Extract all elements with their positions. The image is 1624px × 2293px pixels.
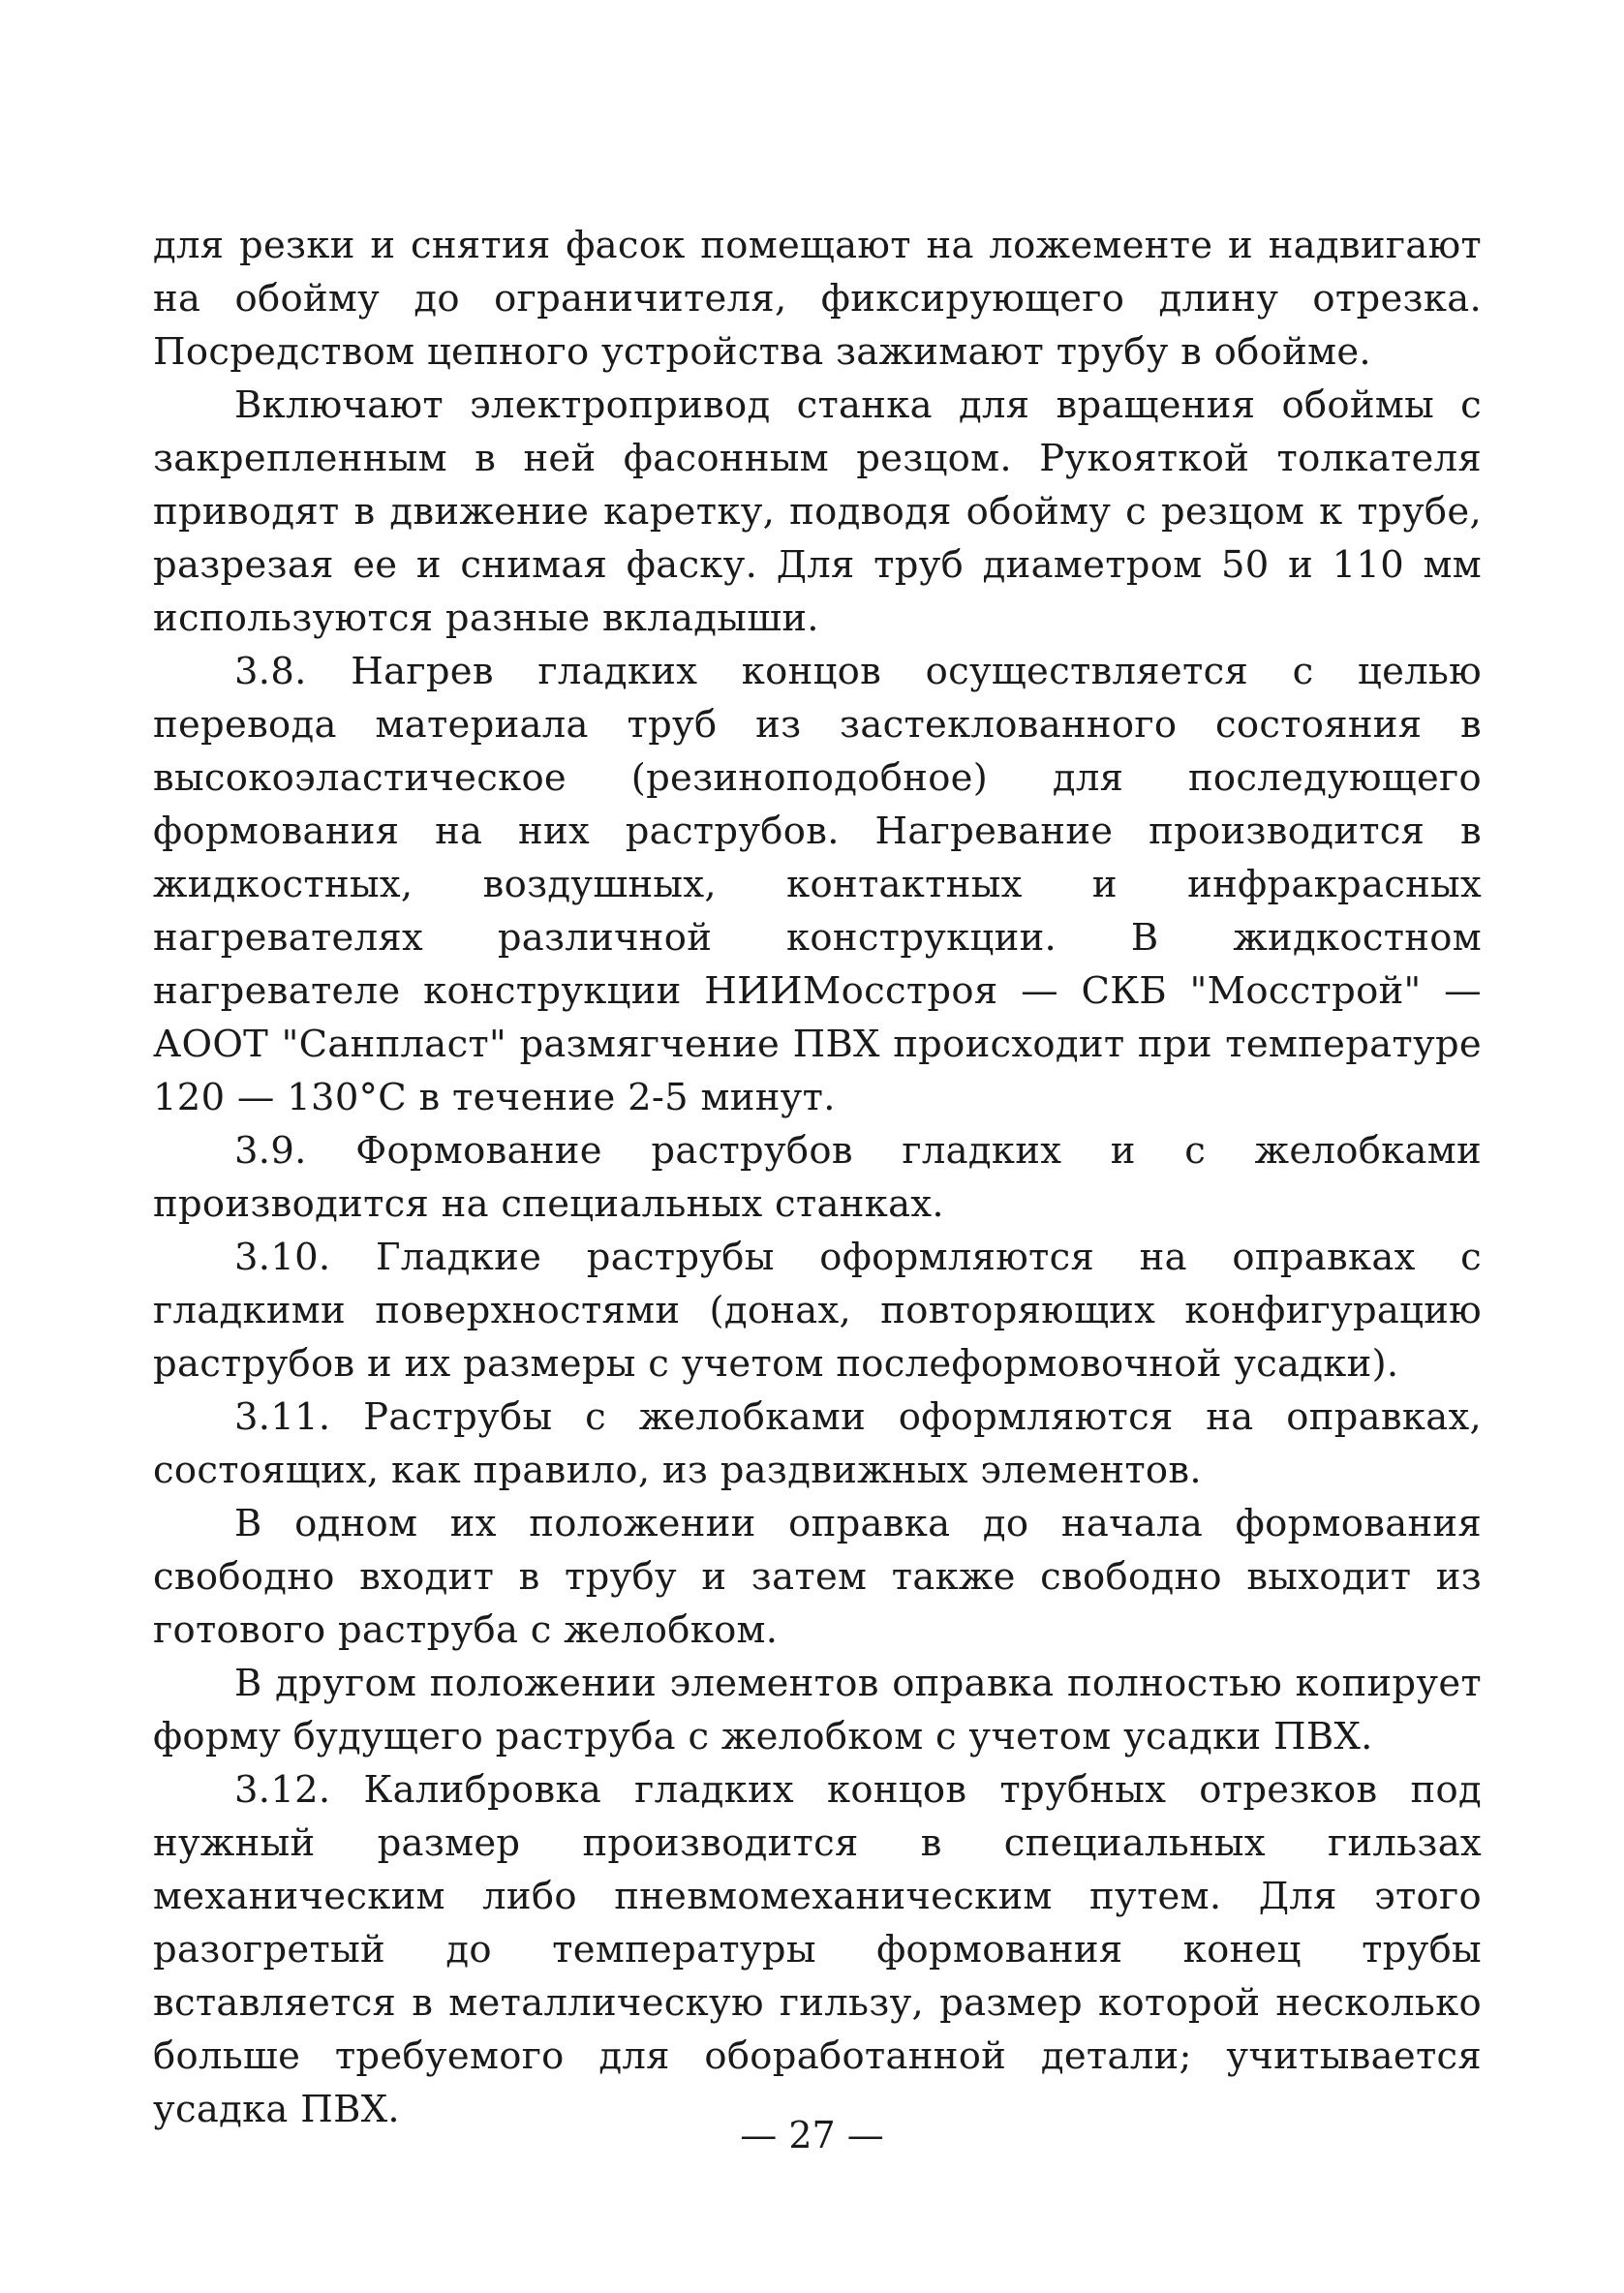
paragraph: Включают электропривод станка для вращения обоймы с закрепленным в ней фасонным резцом. Рукояткой толкателя приводят в движение каретку, подводя обойму с резцом к трубе, разрезая ее и снимая фаску. Для труб диаметром 50 и 110 мм используются разные вкладыши. bbox=[153, 383, 1482, 640]
page-number: — 27 — bbox=[740, 2114, 884, 2156]
paragraph-3-12: 3.12. Калибровка гладких концов трубных отрезков под нужный размер производится в специальных гильзах механическим либо пневмомеханическим путем. Для этого разогретый до температуры формования конец трубы вставляется в металлическую гильзу, размер которой несколько больше требуемого для оборабoтанной детали; учитывается усадка ПВХ. bbox=[153, 1768, 1482, 2131]
document-body bbox=[153, 219, 1482, 2136]
paragraph-3-9: 3.9. Формование раструбов гладких и с желобками производится на специальных станках. bbox=[153, 1129, 1482, 1226]
paragraph: В одном их положении оправка до начала формования свободно входит в трубу и затем также свободно выходит из готового раструба с желобком. bbox=[153, 1502, 1482, 1652]
paragraph-continuation: для резки и снятия фасок помещают на ложементе и надвигают на обойму до ограничителя, фиксирующего длину отрезка. Посредством цепного устройства зажимают трубу в обойме. bbox=[153, 224, 1482, 374]
paragraph-3-8: 3.8. Нагрев гладких концов осуществляется с целью перевода материала труб из застеклованного состояния в высокоэластическое (резиноподобное) для последующего формования на них раструбов. Нагревание производится в жидкостных, воздушных, контактных и инфракрасных нагревателях различной конструкции. В жидкостном нагревателе конструкции НИИМосстроя — СКБ "Мосстрой" — АООТ "Санпласт" размягчение ПВХ происходит при температуре 120 — 130°С в течение 2-5 минут. bbox=[153, 650, 1482, 1119]
paragraph-3-11: 3.11. Раструбы с желобками оформляются на оправках, состоящих, как правило, из раздвижных элементов. bbox=[153, 1395, 1482, 1492]
paragraph-3-10: 3.10. Гладкие раструбы оформляются на оправках с гладкими поверхностями (донах, повторяющих конфигурацию раструбов и их размеры с учетом послеформовочной усадки). bbox=[153, 1236, 1482, 1386]
paragraph: В другом положении элементов оправка полностью копирует форму будущего раструба с желобком с учетом усадки ПВХ. bbox=[153, 1662, 1482, 1758]
